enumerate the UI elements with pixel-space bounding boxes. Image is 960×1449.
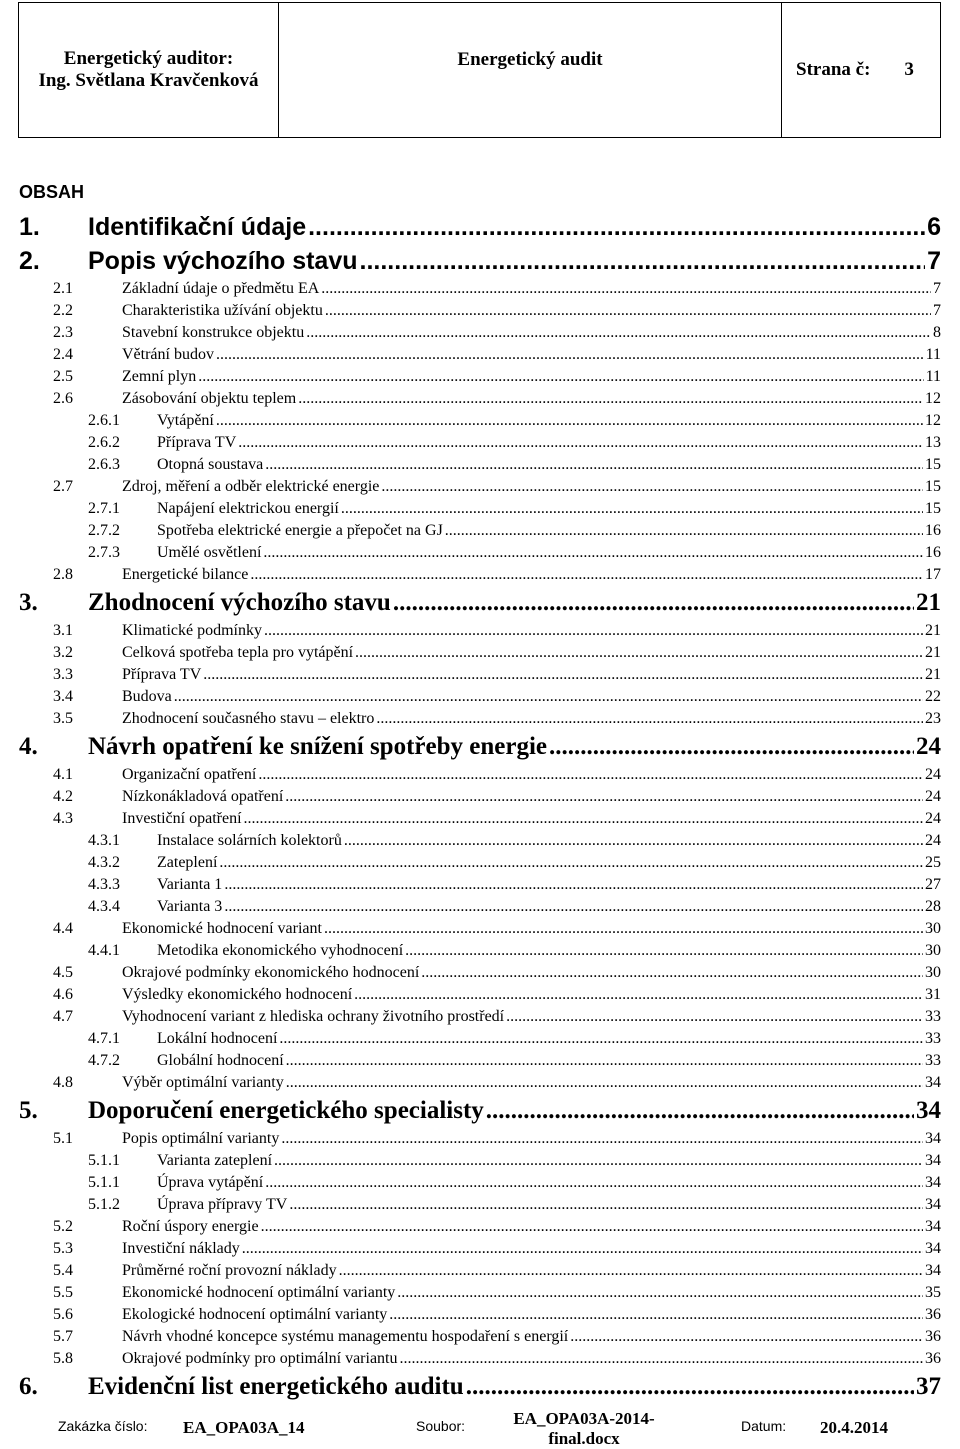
- toc-entry[interactable]: [0, 1128, 960, 1150]
- toc-leader-dots: [354, 984, 923, 1006]
- toc-leader-dots: [321, 278, 931, 300]
- toc-entry-page: 24: [925, 788, 941, 805]
- toc-leader-dots: [263, 542, 923, 564]
- toc-entry-title[interactable]: Evidenční list energetického auditu: [88, 1373, 464, 1400]
- toc-entry[interactable]: [0, 210, 960, 244]
- toc-entry-title[interactable]: Ekologické hodnocení optimální varianty: [122, 1306, 388, 1323]
- toc-entry-page: 12: [925, 390, 941, 407]
- toc-entry-title[interactable]: Zateplení: [157, 854, 218, 871]
- toc-entry-title[interactable]: Průměrné roční provozní náklady: [122, 1262, 337, 1279]
- toc-leader-dots: [286, 1050, 923, 1072]
- toc-entry-page: 17: [925, 566, 941, 583]
- toc-entry[interactable]: [0, 244, 960, 278]
- toc-leader-dots: [344, 830, 923, 852]
- toc-entry-number: 4.7.2: [88, 1052, 120, 1069]
- toc-entry-number: 5.2: [53, 1218, 73, 1235]
- toc-entry-title[interactable]: Úprava vytápění: [157, 1174, 264, 1191]
- toc-entry-title[interactable]: Organizační opatření: [122, 766, 257, 783]
- toc-entry-page: 24: [925, 832, 941, 849]
- toc-entry-number: 4.3.4: [88, 898, 120, 915]
- toc-entry-number: 4.4: [53, 920, 73, 937]
- toc-entry-number: 2.: [19, 247, 40, 275]
- toc-entry-title[interactable]: Celková spotřeba tepla pro vytápění: [122, 644, 354, 661]
- toc-entry-number: 5.1.2: [88, 1196, 120, 1213]
- toc-entry-number: 4.3.1: [88, 832, 120, 849]
- toc-leader-dots: [244, 808, 923, 830]
- toc-entry-title[interactable]: Lokální hodnocení: [157, 1030, 278, 1047]
- toc-leader-dots: [400, 1348, 924, 1370]
- toc-entry-page: 34: [925, 1196, 941, 1213]
- toc-entry[interactable]: [0, 344, 960, 366]
- toc-entry-title[interactable]: Metodika ekonomického vyhodnocení: [157, 942, 404, 959]
- toc-leader-dots: [324, 918, 923, 940]
- toc-entry-title[interactable]: Investiční náklady: [122, 1240, 240, 1257]
- toc-entry-title[interactable]: Vyhodnocení variant z hlediska ochrany životního prostředí: [122, 1008, 505, 1025]
- toc-leader-dots: [274, 1150, 923, 1172]
- toc-entry-page: 33: [925, 1052, 941, 1069]
- toc-entry-title[interactable]: Návrh opatření ke snížení spotřeby energie: [88, 733, 547, 760]
- toc-entry-number: 4.8: [53, 1074, 73, 1091]
- toc-leader-dots: [242, 1238, 923, 1260]
- toc-leader-dots: [203, 664, 923, 686]
- toc-entry-page: 16: [925, 544, 941, 561]
- toc-entry-page: 25: [925, 854, 941, 871]
- toc-leader-dots: [289, 1194, 923, 1216]
- toc-leader-dots: [549, 730, 914, 764]
- toc-entry[interactable]: [0, 1094, 960, 1128]
- toc-entry-title[interactable]: Příprava TV: [157, 434, 237, 451]
- toc-leader-dots: [506, 1006, 923, 1028]
- toc-leader-dots: [264, 620, 923, 642]
- doc-title: Energetický audit: [279, 3, 782, 138]
- toc-entry-number: 4.5: [53, 964, 73, 981]
- toc-entry-page: 34: [925, 1174, 941, 1191]
- toc-entry[interactable]: [0, 1304, 960, 1326]
- page-value: 3: [904, 59, 914, 80]
- toc-entry-page: 37: [916, 1373, 941, 1400]
- order-value: EA_OPA03A_14: [183, 1418, 305, 1437]
- toc-entry-page: 16: [925, 522, 941, 539]
- toc-entry-page: 36: [925, 1328, 941, 1345]
- toc-entry-number: 3.3: [53, 666, 73, 683]
- toc-entry[interactable]: [0, 686, 960, 708]
- toc-entry-number: 5.6: [53, 1306, 73, 1323]
- toc-entry-page: 24: [925, 766, 941, 783]
- toc-entry[interactable]: [0, 586, 960, 620]
- toc-entry-page: 33: [925, 1030, 941, 1047]
- toc-entry-title[interactable]: Instalace solárních kolektorů: [157, 832, 342, 849]
- toc-leader-dots: [174, 686, 923, 708]
- toc-entry-page: 30: [925, 964, 941, 981]
- toc-entry[interactable]: [0, 874, 960, 896]
- toc-entry-number: 3.5: [53, 710, 73, 727]
- date-value: 20.4.2014: [820, 1418, 888, 1437]
- toc-leader-dots: [393, 586, 914, 620]
- toc-entry-title[interactable]: Návrh vhodné koncepce systému managementu hospodaření s energií: [122, 1328, 569, 1345]
- toc-leader-dots: [355, 642, 923, 664]
- toc-entry[interactable]: [0, 300, 960, 322]
- toc-leader-dots: [486, 1094, 914, 1128]
- toc-entry-page: 11: [925, 368, 941, 385]
- toc-entry-title[interactable]: Varianta 3: [157, 898, 223, 915]
- toc-entry-number: 4.4.1: [88, 942, 120, 959]
- toc-entry-page: 34: [925, 1074, 941, 1091]
- toc-entry-number: 3.: [19, 589, 38, 616]
- toc-entry-page: 15: [925, 478, 941, 495]
- file-value: EA_OPA03A-2014-final.docx: [513, 1409, 655, 1448]
- toc-entry-page: 34: [925, 1262, 941, 1279]
- toc-heading: OBSAH: [19, 182, 85, 202]
- toc-entry[interactable]: [0, 1326, 960, 1348]
- toc-entry-title[interactable]: Spotřeba elektrické energie a přepočet na GJ: [157, 522, 443, 539]
- toc-entry-page: 24: [925, 810, 941, 827]
- toc-entry-number: 2.6.2: [88, 434, 120, 451]
- toc-leader-dots: [281, 1128, 923, 1150]
- toc-leader-dots: [298, 388, 923, 410]
- page-label: Strana č:: [796, 59, 871, 80]
- toc-entry-number: 5.1.1: [88, 1174, 120, 1191]
- toc-leader-dots: [219, 852, 923, 874]
- toc-entry-number: 4.6: [53, 986, 73, 1003]
- toc-entry[interactable]: [0, 830, 960, 852]
- toc-entry-page: 34: [925, 1152, 941, 1169]
- toc-entry-title[interactable]: Ekonomické hodnocení variant: [122, 920, 322, 937]
- toc-entry-page: 13: [925, 434, 941, 451]
- toc-entry-number: 5.4: [53, 1262, 73, 1279]
- toc-entry-number: 5.1.1: [88, 1152, 120, 1169]
- toc-entry-page: 15: [925, 500, 941, 517]
- toc-entry[interactable]: [0, 1282, 960, 1304]
- toc-entry-title[interactable]: Základní údaje o předmětu EA: [122, 280, 320, 297]
- toc-entry-page: 7: [933, 280, 941, 297]
- toc-entry-number: 2.7.2: [88, 522, 120, 539]
- toc-entry[interactable]: [0, 366, 960, 388]
- page-footer: [0, 1405, 960, 1449]
- toc-entry-title[interactable]: Charakteristika užívání objektu: [122, 302, 323, 319]
- toc-entry-page: 12: [925, 412, 941, 429]
- toc-entry-page: 11: [925, 346, 941, 363]
- toc-entry[interactable]: [0, 642, 960, 664]
- toc-entry-number: 5.3: [53, 1240, 73, 1257]
- toc-entry[interactable]: [0, 708, 960, 730]
- toc-entry-number: 3.4: [53, 688, 73, 705]
- toc-entry-page: 34: [925, 1130, 941, 1147]
- toc-entry-title[interactable]: Globální hodnocení: [157, 1052, 284, 1069]
- toc-leader-dots: [376, 708, 923, 730]
- toc-entry-title[interactable]: Identifikační údaje: [88, 213, 307, 241]
- toc-entry-page: 23: [925, 710, 941, 727]
- toc-leader-dots: [265, 1172, 923, 1194]
- toc-entry-number: 4.7.1: [88, 1030, 120, 1047]
- toc-leader-dots: [341, 498, 923, 520]
- toc-leader-dots: [265, 454, 923, 476]
- toc-entry-page: 30: [925, 942, 941, 959]
- toc-entry[interactable]: [0, 1348, 960, 1370]
- toc-leader-dots: [261, 1216, 923, 1238]
- toc-entry-title[interactable]: Varianta 1: [157, 876, 223, 893]
- toc-entry-title[interactable]: Zemní plyn: [122, 368, 197, 385]
- toc-entry[interactable]: [0, 918, 960, 940]
- toc-entry-page: 6: [927, 213, 941, 241]
- toc-leader-dots: [250, 564, 923, 586]
- toc-entry[interactable]: [0, 1150, 960, 1172]
- toc-entry-page: 7: [933, 302, 941, 319]
- toc-leader-dots: [397, 1282, 923, 1304]
- toc-entry[interactable]: [0, 410, 960, 432]
- toc-entry-number: 4.: [19, 733, 38, 760]
- toc-entry-page: 22: [925, 688, 941, 705]
- toc-entry-number: 3.1: [53, 622, 73, 639]
- toc-entry-title[interactable]: Výběr optimální varianty: [122, 1074, 284, 1091]
- auditor-name: Ing. Světlana Kravčenková: [38, 70, 259, 91]
- toc-entry[interactable]: [0, 278, 960, 300]
- toc-entry-page: 8: [933, 324, 941, 341]
- toc-entry-page: 24: [916, 733, 941, 760]
- toc-entry[interactable]: [0, 730, 960, 764]
- toc-entry-title[interactable]: Stavební konstrukce objektu: [122, 324, 305, 341]
- toc-entry[interactable]: [0, 1172, 960, 1194]
- toc-entry-title[interactable]: Vytápění: [157, 412, 214, 429]
- toc-entry-number: 5.: [19, 1097, 38, 1124]
- toc-entry-number: 2.7.3: [88, 544, 120, 561]
- toc-entry[interactable]: [0, 984, 960, 1006]
- auditor-cell: [19, 3, 279, 138]
- toc-entry-title[interactable]: Zdroj, měření a odběr elektrické energie: [122, 478, 380, 495]
- toc-leader-dots: [198, 366, 923, 388]
- toc-entry-page: 28: [925, 898, 941, 915]
- toc-entry-title[interactable]: Zásobování objektu teplem: [122, 390, 297, 407]
- toc-entry[interactable]: [0, 896, 960, 918]
- toc-entry-number: 2.4: [53, 346, 73, 363]
- toc-leader-dots: [389, 1304, 923, 1326]
- toc-entry[interactable]: [0, 786, 960, 808]
- toc-leader-dots: [224, 896, 923, 918]
- toc-entry-page: 34: [916, 1097, 941, 1124]
- toc-entry-page: 21: [925, 622, 941, 639]
- page-header: [18, 2, 941, 138]
- toc-entry-page: 27: [925, 876, 941, 893]
- toc-entry-number: 2.5: [53, 368, 73, 385]
- toc-leader-dots: [339, 1260, 923, 1282]
- toc-leader-dots: [381, 476, 923, 498]
- toc-entry-page: 34: [925, 1240, 941, 1257]
- toc-entry-title[interactable]: Budova: [122, 688, 172, 705]
- page-number-cell: [782, 3, 941, 138]
- toc-entry-page: 21: [916, 589, 941, 616]
- toc-entry-page: 15: [925, 456, 941, 473]
- toc-entry[interactable]: [0, 1216, 960, 1238]
- toc-entry-title[interactable]: Popis výchozího stavu: [88, 247, 358, 275]
- toc-entry-number: 4.3: [53, 810, 73, 827]
- toc-entry[interactable]: [0, 1194, 960, 1216]
- toc-leader-dots: [224, 874, 923, 896]
- toc-entry-title[interactable]: Okrajové podmínky ekonomického hodnocení: [122, 964, 420, 981]
- toc-entry-title[interactable]: Úprava přípravy TV: [157, 1196, 288, 1213]
- toc-entry-number: 2.3: [53, 324, 73, 341]
- toc-entry-title[interactable]: Zhodnocení výchozího stavu: [88, 589, 391, 616]
- toc-entry-number: 2.6: [53, 390, 73, 407]
- toc-entry-title[interactable]: Zhodnocení současného stavu – elektro: [122, 710, 375, 727]
- toc-entry[interactable]: [0, 564, 960, 586]
- toc-entry[interactable]: [0, 520, 960, 542]
- toc-entry-number: 2.6.1: [88, 412, 120, 429]
- toc-entry-number: 4.2: [53, 788, 73, 805]
- toc-entry-title[interactable]: Investiční opatření: [122, 810, 242, 827]
- toc-entry-number: 2.7: [53, 478, 73, 495]
- toc-leader-dots: [466, 1370, 914, 1404]
- toc-leader-dots: [421, 962, 923, 984]
- toc-entry[interactable]: [0, 664, 960, 686]
- toc-entry-title[interactable]: Otopná soustava: [157, 456, 264, 473]
- toc-entry[interactable]: [0, 764, 960, 786]
- toc-entry-page: 21: [925, 666, 941, 683]
- toc-entry[interactable]: [0, 1028, 960, 1050]
- toc-entry-page: 7: [927, 247, 941, 275]
- toc-entry[interactable]: [0, 1050, 960, 1072]
- toc-entry-title[interactable]: Napájení elektrickou energií: [157, 500, 339, 517]
- toc-leader-dots: [286, 1072, 923, 1094]
- toc-entry-page: 36: [925, 1306, 941, 1323]
- toc-leader-dots: [285, 786, 923, 808]
- toc-entry-number: 4.3.2: [88, 854, 120, 871]
- toc-entry[interactable]: [0, 1072, 960, 1094]
- toc-entry-page: 21: [925, 644, 941, 661]
- toc-leader-dots: [258, 764, 923, 786]
- toc-leader-dots: [308, 210, 925, 244]
- order-label: Zakázka číslo:: [58, 1418, 148, 1434]
- toc-entry-title[interactable]: Popis optimální varianty: [122, 1130, 280, 1147]
- toc-entry-number: 4.3.3: [88, 876, 120, 893]
- auditor-label: Energetický auditor:: [63, 48, 234, 69]
- toc-leader-dots: [238, 432, 923, 454]
- toc-entry-page: 34: [925, 1218, 941, 1235]
- toc-entry-title[interactable]: Energetické bilance: [122, 566, 249, 583]
- toc-entry[interactable]: [0, 1006, 960, 1028]
- toc-entry-title[interactable]: Varianta zateplení: [157, 1152, 273, 1169]
- toc-entry[interactable]: [0, 962, 960, 984]
- date-label: Datum:: [741, 1418, 787, 1434]
- toc-entry[interactable]: [0, 432, 960, 454]
- toc-entry-number: 1.: [19, 213, 40, 241]
- toc-entry-title[interactable]: Roční úspory energie: [122, 1218, 259, 1235]
- toc-entry-title[interactable]: Výsledky ekonomického hodnocení: [122, 986, 353, 1003]
- toc-entry-title[interactable]: Ekonomické hodnocení optimální varianty: [122, 1284, 396, 1301]
- toc-leader-dots: [360, 244, 926, 278]
- toc-entry-number: 2.2: [53, 302, 73, 319]
- toc-entry-number: 2.7.1: [88, 500, 120, 517]
- toc-entry[interactable]: [0, 388, 960, 410]
- toc-entry-title[interactable]: Okrajové podmínky pro optimální variantu: [122, 1350, 398, 1367]
- toc-entry-title[interactable]: Doporučení energetického specialisty: [88, 1097, 484, 1124]
- toc-entry-page: 36: [925, 1350, 941, 1367]
- toc-entry[interactable]: [0, 808, 960, 830]
- toc-entry-title[interactable]: Nízkonákladová opatření: [122, 788, 284, 805]
- toc-entry-number: 2.8: [53, 566, 73, 583]
- toc-entry-page: 30: [925, 920, 941, 937]
- toc-entry-title[interactable]: Klimatické podmínky: [122, 622, 262, 639]
- toc-entry[interactable]: [0, 620, 960, 642]
- toc-entry[interactable]: [0, 940, 960, 962]
- toc-entry-page: 35: [925, 1284, 941, 1301]
- toc-entry[interactable]: [0, 1238, 960, 1260]
- toc-entry-number: 4.1: [53, 766, 73, 783]
- toc-entry-title[interactable]: Větrání budov: [122, 346, 214, 363]
- toc-entry-page: 33: [925, 1008, 941, 1025]
- toc-entry-number: 2.1: [53, 280, 73, 297]
- toc-entry-number: 5.7: [53, 1328, 73, 1345]
- toc-entry-number: 5.1: [53, 1130, 73, 1147]
- toc-leader-dots: [570, 1326, 923, 1348]
- toc-leader-dots: [405, 940, 923, 962]
- toc-entry-number: 5.8: [53, 1350, 73, 1367]
- toc-leader-dots: [325, 300, 931, 322]
- toc-entry[interactable]: [0, 542, 960, 564]
- toc-leader-dots: [216, 344, 924, 366]
- toc-entry-title[interactable]: Příprava TV: [122, 666, 202, 683]
- toc-entry-page: 31: [925, 986, 941, 1003]
- toc-entry[interactable]: [0, 1260, 960, 1282]
- toc-entry[interactable]: [0, 852, 960, 874]
- file-label: Soubor:: [416, 1418, 466, 1434]
- toc-entry-number: 4.7: [53, 1008, 73, 1025]
- toc-entry[interactable]: [0, 476, 960, 498]
- toc-entry-title[interactable]: Umělé osvětlení: [157, 544, 262, 561]
- toc-leader-dots: [306, 322, 931, 344]
- toc-entry[interactable]: [0, 1370, 960, 1404]
- toc-leader-dots: [216, 410, 923, 432]
- toc-entry-number: 3.2: [53, 644, 73, 661]
- toc-leader-dots: [445, 520, 923, 542]
- toc-entry-number: 6.: [19, 1373, 38, 1400]
- toc-entry-number: 2.6.3: [88, 456, 120, 473]
- toc-entry-number: 5.5: [53, 1284, 73, 1301]
- toc-entry[interactable]: [0, 454, 960, 476]
- toc-entry[interactable]: [0, 322, 960, 344]
- toc-leader-dots: [279, 1028, 923, 1050]
- toc-entry[interactable]: [0, 498, 960, 520]
